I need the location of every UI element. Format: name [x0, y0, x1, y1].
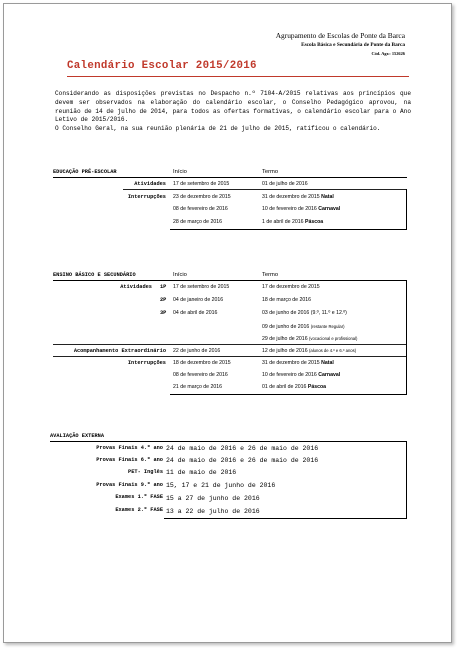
- basico-period-3: 3P: [160, 310, 167, 316]
- basico-inicio-p3: 04 de abril de 2016: [173, 310, 218, 316]
- avaliacao-value-9ano: 15, 17 e 21 de junho de 2016: [166, 482, 276, 489]
- preescolar-label-atividades: Atividades: [134, 181, 166, 187]
- basico-header-rule: [53, 280, 407, 281]
- basico-interrupcao-inicio-3: 21 de março de 2016: [173, 384, 223, 390]
- preescolar-col-inicio: Início: [173, 169, 187, 175]
- basico-period-1: 1P: [160, 284, 167, 290]
- intro-text: [55, 90, 411, 134]
- basico-termo-p1: 17 de dezembro de 2015: [262, 284, 320, 290]
- page-title: Calendário Escolar 2015/2016: [67, 60, 257, 72]
- basico-interrupcao-inicio-1: 18 de dezembro de 2015: [173, 360, 231, 366]
- avaliacao-label-exames-1: Exames 1.º FASE: [115, 494, 163, 500]
- avaliacao-label-exames-2: Exames 2.º FASE: [115, 507, 163, 513]
- basico-right-border: [406, 280, 407, 395]
- avaliacao-heading: AVALIAÇÃO EXTERNA: [50, 433, 105, 439]
- avaliacao-label-6ano: Provas Finais 6.º ano: [96, 457, 163, 463]
- basico-bottom-rule: [170, 394, 407, 395]
- preescolar-termo-4: 1 de abril de 2016 Páscoa: [262, 219, 324, 225]
- basico-row-rule-2: [53, 356, 407, 357]
- basico-label-acompanhamento: Acompanhamento Extraordinário: [73, 348, 166, 354]
- title-underline: [67, 76, 409, 77]
- preescolar-termo-2: 31 de dezembro de 2015 Natal: [262, 194, 334, 200]
- basico-termo-regular: 09 de junho de 2016 (restante Regular): [262, 324, 345, 330]
- basico-termo-p2: 18 de março de 2016: [262, 297, 312, 303]
- basico-interrupcao-termo-3: 01 de abril de 2016 Páscoa: [262, 384, 327, 390]
- preescolar-inicio-2: 23 de dezembro de 2015: [173, 194, 231, 200]
- preescolar-inicio-3: 08 de fevereiro de 2016: [173, 206, 228, 212]
- preescolar-heading: EDUCAÇÃO PRÉ-ESCOLAR: [53, 169, 117, 175]
- avaliacao-right-border: [406, 441, 407, 519]
- avaliacao-value-exames-1: 15 a 27 de junho de 2016: [166, 495, 260, 502]
- intro-paragraph-1: Considerando as disposições previstas no Despacho n.º 7104-A/2015 relativas aos princípios que devem ser observados na elaboração do calendário escolar, o Conselho Pedagógico aprovou, na reunião de 14 de julho de 2014, para todos as ofertas formativas, o calendário escolar para o Ano Letivo de 2015/2016.: [55, 90, 411, 124]
- basico-termo-acomp: 12 de julho de 2016 (alunos de 4.º e 6.º anos): [262, 348, 357, 354]
- avaliacao-label-9ano: Provas Finais 9.º ano: [96, 482, 163, 488]
- preescolar-inicio-4: 28 de março de 2016: [173, 219, 223, 225]
- preescolar-bottom-rule: [170, 229, 407, 230]
- preescolar-inicio-1: 17 de setembro de 2015: [173, 181, 230, 187]
- org-name: Agrupamento de Escolas de Ponte da Barca: [275, 31, 405, 40]
- basico-interrupcao-termo-1: 31 de dezembro de 2015 Natal: [262, 360, 334, 366]
- basico-heading: ENSINO BÁSICO E SECUNDÁRIO: [53, 272, 136, 278]
- basico-inicio-p2: 04 de janeiro de 2016: [173, 297, 224, 303]
- avaliacao-label-pet: PET- Inglês: [128, 469, 163, 475]
- preescolar-row-rule: [123, 189, 407, 190]
- basico-row-rule-1: [53, 344, 407, 345]
- avaliacao-label-4ano: Provas Finais 4.º ano: [96, 445, 163, 451]
- basico-label-interrupcoes: Interrupções: [127, 360, 166, 366]
- preescolar-termo-3: 10 de fevereiro de 2016 Carnaval: [262, 206, 341, 212]
- basico-col-termo: Termo: [262, 272, 279, 278]
- preescolar-label-interrupcoes: Interrupções: [127, 194, 166, 200]
- school-name: Escola Básica e Secundária de Ponte da Barca: [301, 42, 405, 48]
- preescolar-right-border: [406, 189, 407, 230]
- basico-termo-profissional: 29 de julho de 2016 (vocacional e profissional): [262, 336, 358, 342]
- preescolar-header-rule: [53, 177, 407, 178]
- avaliacao-value-6ano: 24 de maio de 2016 e 26 de maio de 2016: [166, 457, 319, 464]
- avaliacao-bottom-rule: [164, 518, 407, 519]
- document-page: [3, 3, 452, 643]
- avaliacao-value-exames-2: 13 a 22 de julho de 2016: [166, 508, 260, 515]
- intro-paragraph-2: O Conselho Geral, na sua reunião plenária de 21 de julho de 2015, ratificou o calendário.: [55, 125, 381, 133]
- basico-label-atividades: Atividades: [120, 284, 152, 290]
- basico-inicio-p1: 17 de setembro de 2015: [173, 284, 230, 290]
- basico-termo-p3: 03 de junho de 2016 (9.º, 11.º e 12.º): [262, 310, 347, 316]
- school-code: Cód. Agr.: 152626: [371, 51, 405, 56]
- preescolar-termo-1: 01 de julho de 2016: [262, 181, 308, 187]
- preescolar-col-termo: Termo: [262, 169, 279, 175]
- basico-col-inicio: Início: [173, 272, 187, 278]
- basico-period-2: 2P: [160, 297, 167, 303]
- basico-inicio-acomp: 22 de junho de 2016: [173, 348, 221, 354]
- avaliacao-value-4ano: 24 de maio de 2016 e 26 de maio de 2016: [166, 445, 319, 452]
- basico-interrupcao-termo-2: 10 de fevereiro de 2016 Carnaval: [262, 372, 341, 378]
- avaliacao-value-pet: 11 de maio de 2016: [166, 469, 237, 476]
- avaliacao-header-rule: [50, 441, 407, 442]
- basico-interrupcao-inicio-2: 08 de fevereiro de 2016: [173, 372, 228, 378]
